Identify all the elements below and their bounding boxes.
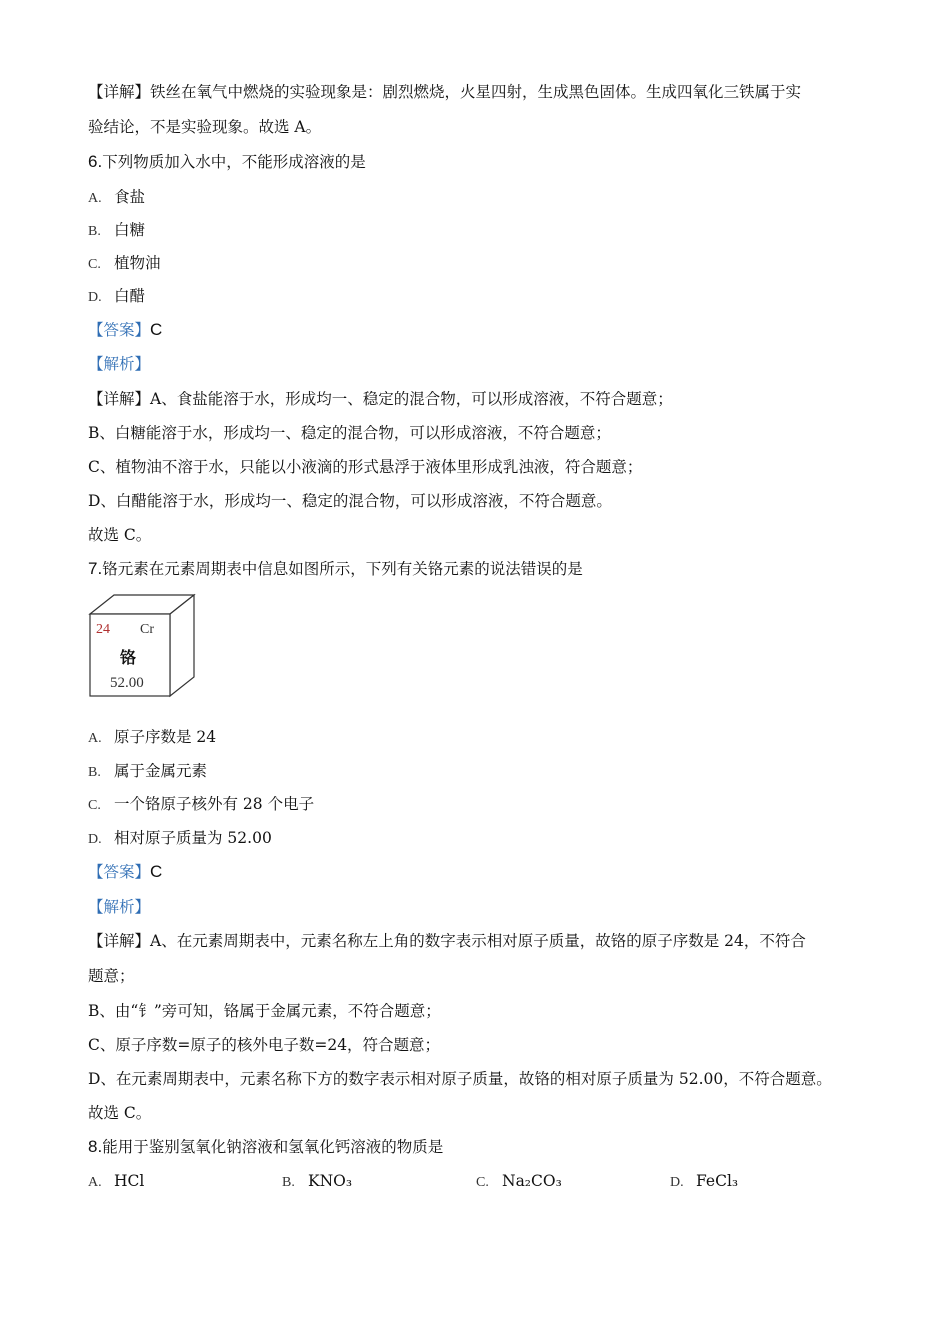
option-a: A. HCl [88, 1172, 145, 1190]
detail-text: 题意； [88, 967, 135, 985]
element-name: 铬 [120, 648, 137, 667]
detail-text: B、由“钅”旁可知，铬属于金属元素，不符合题意； [88, 1002, 441, 1020]
answer-value: C [150, 320, 163, 339]
answer-line [88, 862, 162, 882]
question-text: 能用于鉴别氢氧化钠溶液和氢氧化钙溶液的物质是 [102, 1138, 444, 1156]
question-6-stem [88, 152, 366, 172]
question-number: 6. [88, 152, 103, 171]
option-b: B. KNO₃ [282, 1172, 353, 1190]
option-d: D. FeCl₃ [670, 1172, 739, 1190]
detail-text: C、原子序数=原子的核外电子数=24，符合题意； [88, 1036, 441, 1054]
option-b: B. 属于金属元素 [88, 762, 208, 780]
option-b: B. 白糖 [88, 221, 146, 239]
option-c: C. Na₂CO₃ [476, 1172, 562, 1190]
element-symbol: Cr [140, 622, 154, 637]
detail-text: D、白醋能溶于水，形成均一、稳定的混合物，可以形成溶液，不符合题意。 [88, 492, 612, 510]
question-number: 7. [88, 559, 103, 578]
detail-text: 验结论，不是实验现象。故选 A。 [88, 118, 322, 136]
option-d: D. 相对原子质量为 52.00 [88, 829, 272, 847]
atomic-number: 24 [96, 622, 110, 637]
answer-label: 【答案】 [88, 321, 151, 339]
question-number: 8. [88, 1137, 103, 1156]
element-card-chromium [88, 592, 198, 700]
analysis-label: 【解析】 [88, 898, 151, 916]
answer-line [88, 320, 162, 340]
option-a: A. 原子序数是 24 [88, 728, 217, 746]
option-c: C. 植物油 [88, 254, 161, 272]
option-a: A. 食盐 [88, 188, 146, 206]
answer-value: C [150, 862, 163, 881]
detail-text: D、在元素周期表中，元素名称下方的数字表示相对原子质量，故铬的相对原子质量为 52.00，不符合题意。 [88, 1070, 832, 1088]
detail-text: 【详解】A、食盐能溶于水，形成均一、稳定的混合物，可以形成溶液，不符合题意； [88, 390, 673, 408]
atomic-mass: 52.00 [110, 675, 144, 691]
option-c: C. 一个铬原子核外有 28 个电子 [88, 795, 315, 813]
detail-text: C、植物油不溶于水，只能以小液滴的形式悬浮于液体里形成乳浊液，符合题意； [88, 458, 643, 476]
analysis-label: 【解析】 [88, 355, 151, 373]
detail-text: B、白糖能溶于水，形成均一、稳定的混合物，可以形成溶液，不符合题意； [88, 424, 611, 442]
question-7-stem [88, 559, 583, 579]
detail-text: 【详解】A、在元素周期表中，元素名称左上角的数字表示相对原子质量，故铬的原子序数是 24，不符合 [88, 932, 806, 950]
answer-label: 【答案】 [88, 863, 151, 881]
question-text: 铬元素在元素周期表中信息如图所示，下列有关铬元素的说法错误的是 [102, 560, 583, 578]
detail-text: 故选 C。 [88, 1104, 152, 1122]
question-text: 下列物质加入水中，不能形成溶液的是 [102, 153, 366, 171]
detail-text: 【详解】铁丝在氧气中燃烧的实验现象是：剧烈燃烧，火星四射，生成黑色固体。生成四氧化三铁属于实 [88, 83, 802, 101]
options-row [88, 1172, 888, 1194]
option-d: D. 白醋 [88, 287, 146, 305]
question-8-stem [88, 1137, 443, 1157]
detail-text: 故选 C。 [88, 526, 152, 544]
